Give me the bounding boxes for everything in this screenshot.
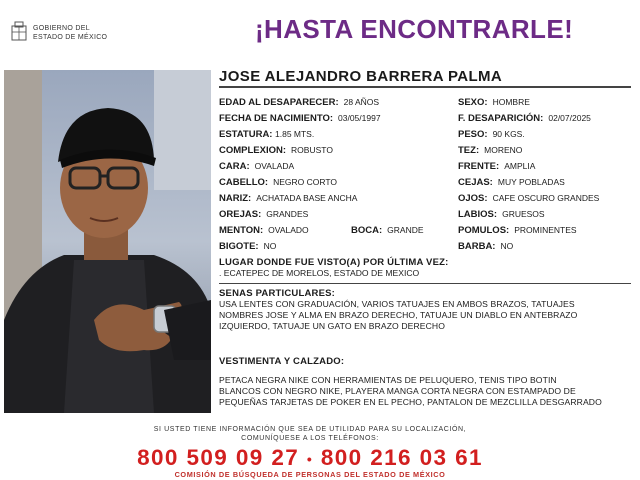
field-estatura: ESTATURA: 1.85 MTS. <box>219 129 315 140</box>
field-edad: EDAD AL DESAPARECER: 28 AÑOS <box>219 97 380 108</box>
field-fecha-nacimiento: FECHA DE NACIMIENTO: 03/05/1997 <box>219 113 381 124</box>
field-tez: TEZ: MORENO <box>458 145 523 156</box>
field-orejas: OREJAS: GRANDES <box>219 209 309 220</box>
marks-text <box>219 299 631 332</box>
last-seen-value: . ECATEPEC DE MORELOS, ESTADO DE MEXICO <box>219 268 420 278</box>
logo-text-line2: ESTADO DE MÉXICO <box>33 34 108 41</box>
clothing-line: PEQUEÑAS TARJETAS DE POKER EN EL PECHO, PANTALON DE MEZCLILLA DESGARRADO <box>219 397 602 407</box>
field-cejas: CEJAS: MUY POBLADAS <box>458 177 565 188</box>
footer-info-line1: SI USTED TIENE INFORMACIÓN QUE SEA DE UTILIDAD PARA SU LOCALIZACIÓN, <box>153 426 467 433</box>
phone-separator: • <box>306 451 314 468</box>
field-nariz: NARIZ: ACHATADA BASE ANCHA <box>219 193 358 204</box>
field-ojos: OJOS: CAFE OSCURO GRANDES <box>458 193 600 204</box>
field-cabello: CABELLO: NEGRO CORTO <box>219 177 338 188</box>
field-labios: LABIOS: GRUESOS <box>458 209 545 220</box>
phone-numbers <box>0 445 620 471</box>
field-fecha-desaparicion: F. DESAPARICIÓN: 02/07/2025 <box>458 113 591 124</box>
field-peso: PESO: 90 KGS. <box>458 129 525 140</box>
phone-2[interactable]: 800 216 03 61 <box>320 445 483 470</box>
person-name: JOSE ALEJANDRO BARRERA PALMA <box>219 68 503 85</box>
field-complexion: COMPLEXION: ROBUSTO <box>219 145 333 156</box>
state-emblem-icon <box>10 20 28 42</box>
field-boca: BOCA: GRANDE <box>351 225 424 236</box>
clothing-line: BLANCOS CON NEGRO NIKE, PLAYERA MANGA CORTA NEGRA CON ESTAMPADO DE <box>219 386 576 396</box>
marks-title: SENAS PARTICULARES: <box>219 288 336 299</box>
name-underline <box>219 86 631 88</box>
field-bigote: BIGOTE: NO <box>219 241 277 252</box>
phone-1[interactable]: 800 509 09 27 <box>137 445 300 470</box>
clothing-text <box>219 375 631 408</box>
commission-name: COMISIÓN DE BÚSQUEDA DE PERSONAS DEL ESTADO DE MÉXICO <box>174 470 446 479</box>
marks-line: NOMBRES JOSE Y ALMA EN BRAZO DERECHO, TATUAJE UN DIABLO EN ANTEBRAZO <box>219 310 578 320</box>
banner-title: ¡HASTA ENCONTRARLE! <box>255 14 574 44</box>
section-divider <box>219 283 631 284</box>
person-photo <box>4 70 211 413</box>
field-menton: MENTON: OVALADO <box>219 225 309 236</box>
field-cara: CARA: OVALADA <box>219 161 295 172</box>
logo-text-line1: GOBIERNO DEL <box>33 25 90 32</box>
field-frente: FRENTE: AMPLIA <box>458 161 536 172</box>
clothing-line: PETACA NEGRA NIKE CON HERRAMIENTAS DE PELUQUERO, TENIS TIPO BOTIN <box>219 375 557 385</box>
last-seen-title: LUGAR DONDE FUE VISTO(A) POR ÚLTIMA VEZ: <box>219 257 449 268</box>
clothing-title: VESTIMENTA Y CALZADO: <box>219 356 345 367</box>
footer-info-line2: COMUNÍQUESE A LOS TELÉFONOS: <box>241 435 379 442</box>
marks-line: USA LENTES CON GRADUACIÓN, VARIOS TATUAJES EN AMBOS BRAZOS, TATUAJES <box>219 299 575 309</box>
marks-line: IZQUIERDO, TATUAJE UN GATO EN BRAZO DERECHO <box>219 321 446 331</box>
field-pomulos: POMULOS: PROMINENTES <box>458 225 577 236</box>
field-sexo: SEXO: HOMBRE <box>458 97 530 108</box>
field-barba: BARBA: NO <box>458 241 514 252</box>
